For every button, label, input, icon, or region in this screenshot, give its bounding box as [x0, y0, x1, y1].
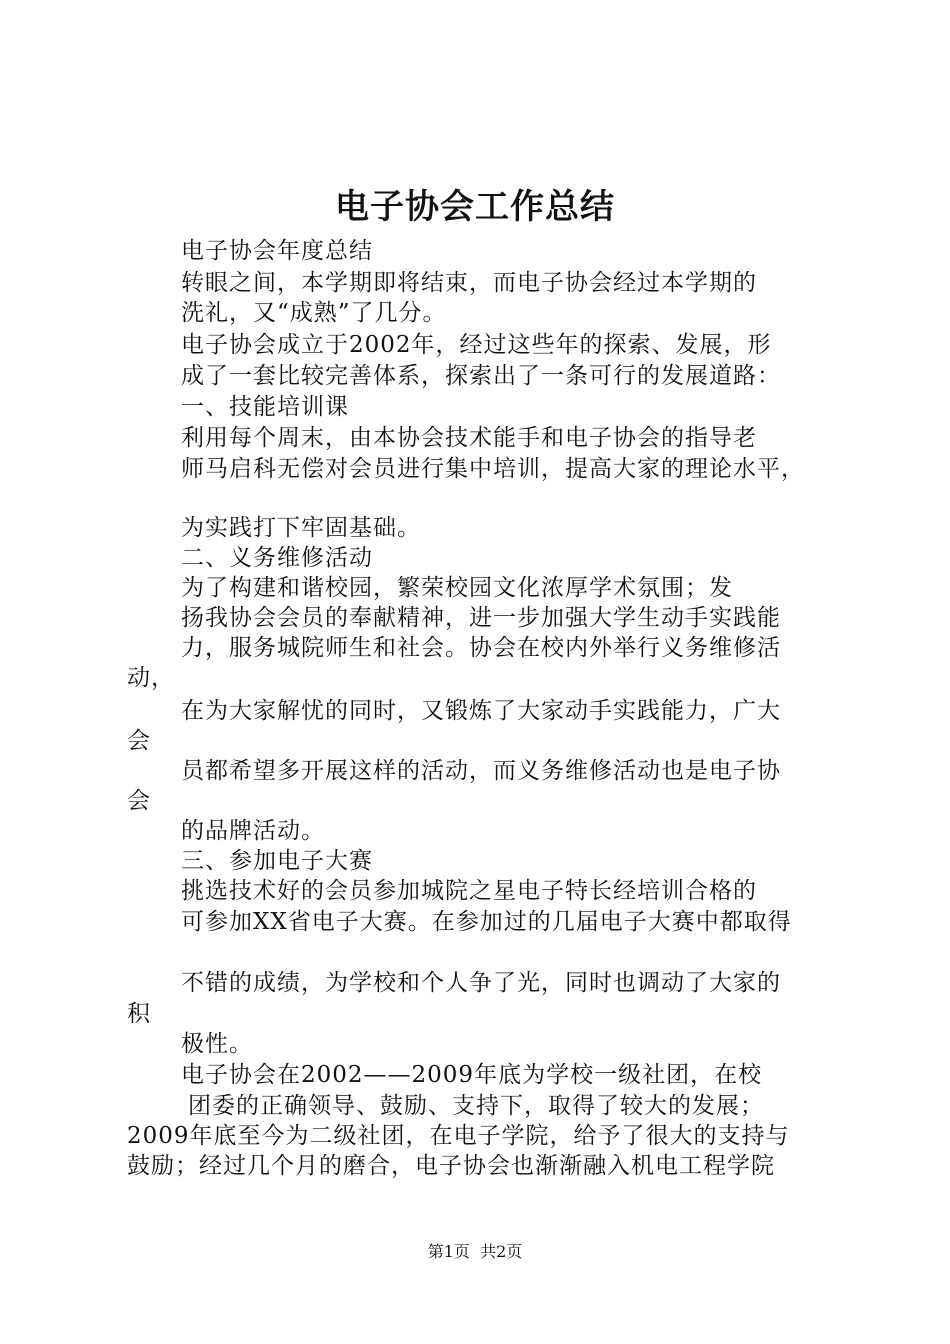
body-line: 动，: [127, 665, 175, 691]
body-line: 在为大家解忧的同时，又锻炼了大家动手实践能力，广大: [181, 698, 781, 724]
body-line: 为实践打下牢固基础。: [181, 515, 421, 541]
body-line: 利用每个周末，由本协会技术能手和电子协会的指导老: [181, 425, 757, 451]
body-line: 为了构建和谐校园，繁荣校园文化浓厚学术氛围；发: [181, 575, 733, 601]
body-line: 三、参加电子大赛: [181, 848, 373, 874]
body-line: 会: [127, 788, 151, 814]
body-line: 电子协会成立于2002年，经过这些年的探索、发展，形: [181, 332, 772, 358]
body-line: 不错的成绩，为学校和个人争了光，同时也调动了大家的: [181, 970, 781, 996]
body-line: 成了一套比较完善体系，探索出了一条可行的发展道路：: [181, 363, 781, 389]
body-line: 的品牌活动。: [181, 818, 325, 844]
body-line: 积: [127, 1001, 151, 1027]
body-line: 电子协会在2002——2009年底为学校一级社团，在校: [181, 1062, 763, 1088]
body-line: 2009年底至今为二级社团，在电子学院，给予了很大的支持与: [127, 1123, 790, 1149]
body-line: 员都希望多开展这样的活动，而义务维修活动也是电子协: [181, 758, 781, 784]
body-line: 师马启科无偿对会员进行集中培训，提高大家的理论水平，: [181, 456, 805, 482]
body-line: 会: [127, 728, 151, 754]
page-number: 第1页 共2页: [427, 1242, 523, 1261]
body-line: 鼓励；经过几个月的磨合，电子协会也渐渐融入机电工程学院: [127, 1153, 775, 1179]
body-line: 洗礼，又“成熟”了几分。: [181, 300, 447, 326]
body-line: 电子协会年度总结: [181, 238, 373, 264]
body-line: 挑选技术好的会员参加城院之星电子特长经培训合格的: [181, 878, 757, 904]
document-title: 电子协会工作总结: [335, 187, 615, 227]
body-line: 可参加XX省电子大赛。在参加过的几届电子大赛中都取得: [181, 909, 792, 935]
body-line: 一、技能培训课: [181, 394, 349, 420]
body-line: 扬我协会会员的奉献精神，进一步加强大学生动手实践能: [181, 605, 781, 631]
body-line: 极性。: [181, 1031, 253, 1057]
body-line: 二、义务维修活动: [181, 545, 373, 571]
body-line: 团委的正确领导、鼓励、支持下，取得了较大的发展；: [188, 1093, 764, 1119]
body-line: 转眼之间，本学期即将结束，而电子协会经过本学期的: [181, 270, 757, 296]
body-line: 力，服务城院师生和社会。协会在校内外举行义务维修活: [181, 635, 781, 661]
